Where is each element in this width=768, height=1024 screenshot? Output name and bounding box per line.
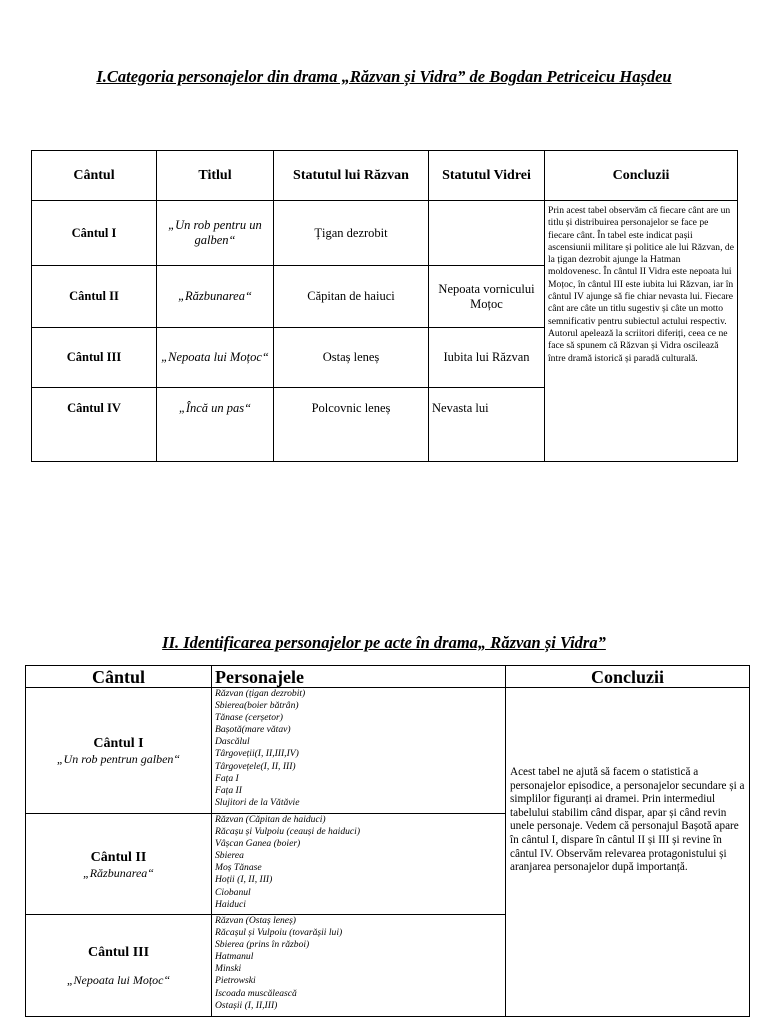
character-item: Minski bbox=[215, 963, 242, 975]
character-item: Hoții (I, II, III) bbox=[215, 874, 273, 886]
character-item: Moș Tănase bbox=[215, 862, 262, 874]
cell-act bbox=[26, 915, 212, 1017]
cell-concluzii: Prin acest tabel observăm că fiecare cânt are un titlu și distribuirea personajelor se face pe fiecare cânt. În tabel este indicat pașii ascensiunii militare și politice ale lui Răzvan, de la țigan dezrobit ajunge la Hatman moldovenesc. În cântul II Vidra este nepoata lui Moțoc, în cântul III este iubita lui Răzvan, iar în cântul IV ajunge să fie chiar nevasta lui. Fiecare cânt are câte un titlu sugestiv și câte un motto semnificativ pentru subiectul actului respectiv. Autorul apelează la scriitori diferiți, ceea ce ne face să spunem că Răzvan și Vidra oscilează între dramă istorică și paradă culturală. bbox=[545, 201, 738, 462]
character-item: Tănase (cerșetor) bbox=[215, 712, 283, 724]
act-name: Cântul I bbox=[93, 736, 144, 751]
header-cantul: Cântul bbox=[26, 666, 212, 688]
character-item: Sbierea(boier bătrân) bbox=[215, 700, 299, 712]
cell-act bbox=[26, 688, 212, 814]
cell-titlul: „Răzbunarea“ bbox=[157, 266, 274, 328]
characters-status-table bbox=[31, 150, 738, 462]
header-concluzii: Concluzii bbox=[545, 151, 738, 201]
character-item: Vâșcan Ganea (boier) bbox=[215, 838, 301, 850]
cell-statut-razvan: Țigan dezrobit bbox=[274, 201, 429, 266]
character-item: Fața I bbox=[215, 772, 239, 784]
header-concluzii: Concluzii bbox=[506, 666, 750, 688]
cell-cantul: Cântul IV bbox=[32, 388, 157, 462]
character-item: Răzvan (țigan dezrobit) bbox=[215, 688, 306, 699]
act-name: Cântul III bbox=[87, 945, 150, 960]
cell-act bbox=[26, 814, 212, 915]
cell-characters bbox=[212, 814, 506, 915]
cell-characters bbox=[212, 915, 506, 1017]
act-name: Cântul II bbox=[90, 849, 147, 865]
cell-statut-vidra bbox=[429, 201, 545, 266]
table-header-row bbox=[32, 151, 738, 201]
cell-titlul: „Un rob pentru un galben“ bbox=[157, 201, 274, 266]
character-item: Hatmanul bbox=[215, 951, 254, 963]
character-item: Fața II bbox=[215, 784, 242, 796]
character-item: Ostașii (I, II,III) bbox=[215, 999, 278, 1011]
cell-statut-vidra: Iubita lui Răzvan bbox=[429, 328, 545, 388]
character-item: Haiduci bbox=[215, 898, 246, 910]
characters-per-act-table bbox=[25, 665, 750, 1017]
cell-cantul: Cântul III bbox=[32, 328, 157, 388]
table-row bbox=[26, 688, 750, 814]
header-cantul: Cântul bbox=[32, 151, 157, 201]
cell-characters bbox=[212, 688, 506, 814]
character-item: Sbierea bbox=[215, 850, 244, 862]
character-item: Târgovețele(I, II, III) bbox=[215, 760, 296, 772]
cell-statut-razvan: Căpitan de haiuci bbox=[274, 266, 429, 328]
act-subtitle: „Răzbunarea“ bbox=[83, 865, 154, 880]
table-row bbox=[32, 201, 738, 266]
cell-concluzii: Acest tabel ne ajută să facem o statistică a personajelor episodice, a personajelor secundare și a simplilor figuranți ai dramei. Prin intermediul tabelului stabilim când dispar, apar și când revin unele personaje. Vedem că personajul Bașotă apare în cântul I, dispare în cântul II și III și revine în cântul IV. Observăm relevarea protagonistului și aranjarea personajelor după importanță. bbox=[506, 688, 750, 1017]
character-item: Răzvan (Căpitan de haiduci) bbox=[215, 814, 326, 825]
character-item: Târgoveții(I, II,III,IV) bbox=[215, 748, 299, 760]
character-item: Răzvan (Ostaș leneș) bbox=[215, 915, 296, 926]
act-subtitle: „Nepoata lui Moțoc“ bbox=[66, 973, 171, 987]
character-item: Ciobanul bbox=[215, 886, 251, 898]
section2-title: II. Identificarea personajelor pe acte în drama„ Răzvan și Vidra” bbox=[162, 633, 606, 652]
character-item: Pietrowski bbox=[215, 975, 256, 987]
cell-cantul: Cântul II bbox=[32, 266, 157, 328]
header-statut-vidra: Statutul Vidrei bbox=[429, 151, 545, 201]
character-item: Răcașul și Vulpoiu (tovarășii lui) bbox=[215, 927, 343, 939]
cell-titlul: „Nepoata lui Moțoc“ bbox=[157, 328, 274, 388]
section1-title: I.Categoria personajelor din drama „Răzvan și Vidra” de Bogdan Petriceicu Hașdeu bbox=[96, 67, 672, 86]
character-item: Dascălul bbox=[215, 736, 250, 748]
cell-statut-razvan: Polcovnic leneș bbox=[274, 388, 429, 462]
character-item: Bașotă(mare vătav) bbox=[215, 724, 291, 736]
character-item: Răcașu și Vulpoiu (ceauși de haiduci) bbox=[215, 826, 361, 838]
header-titlul: Titlul bbox=[157, 151, 274, 201]
cell-statut-vidra: Nepoata vornicului Moțoc bbox=[429, 266, 545, 328]
act-subtitle: „Un rob pentrun galben“ bbox=[56, 752, 181, 766]
character-item: Slujitori de la Vătăvie bbox=[215, 796, 300, 808]
header-statut-razvan: Statutul lui Răzvan bbox=[274, 151, 429, 201]
table-header-row bbox=[26, 666, 750, 688]
cell-titlul: „Încă un pas“ bbox=[157, 388, 274, 462]
character-item: Iscoada muscălească bbox=[215, 987, 297, 999]
cell-statut-vidra: Nevasta lui bbox=[429, 388, 545, 462]
cell-cantul: Cântul I bbox=[32, 201, 157, 266]
cell-statut-razvan: Ostaș leneș bbox=[274, 328, 429, 388]
header-personajele: Personajele bbox=[212, 666, 506, 688]
character-item: Sbierea (prins în război) bbox=[215, 939, 310, 951]
